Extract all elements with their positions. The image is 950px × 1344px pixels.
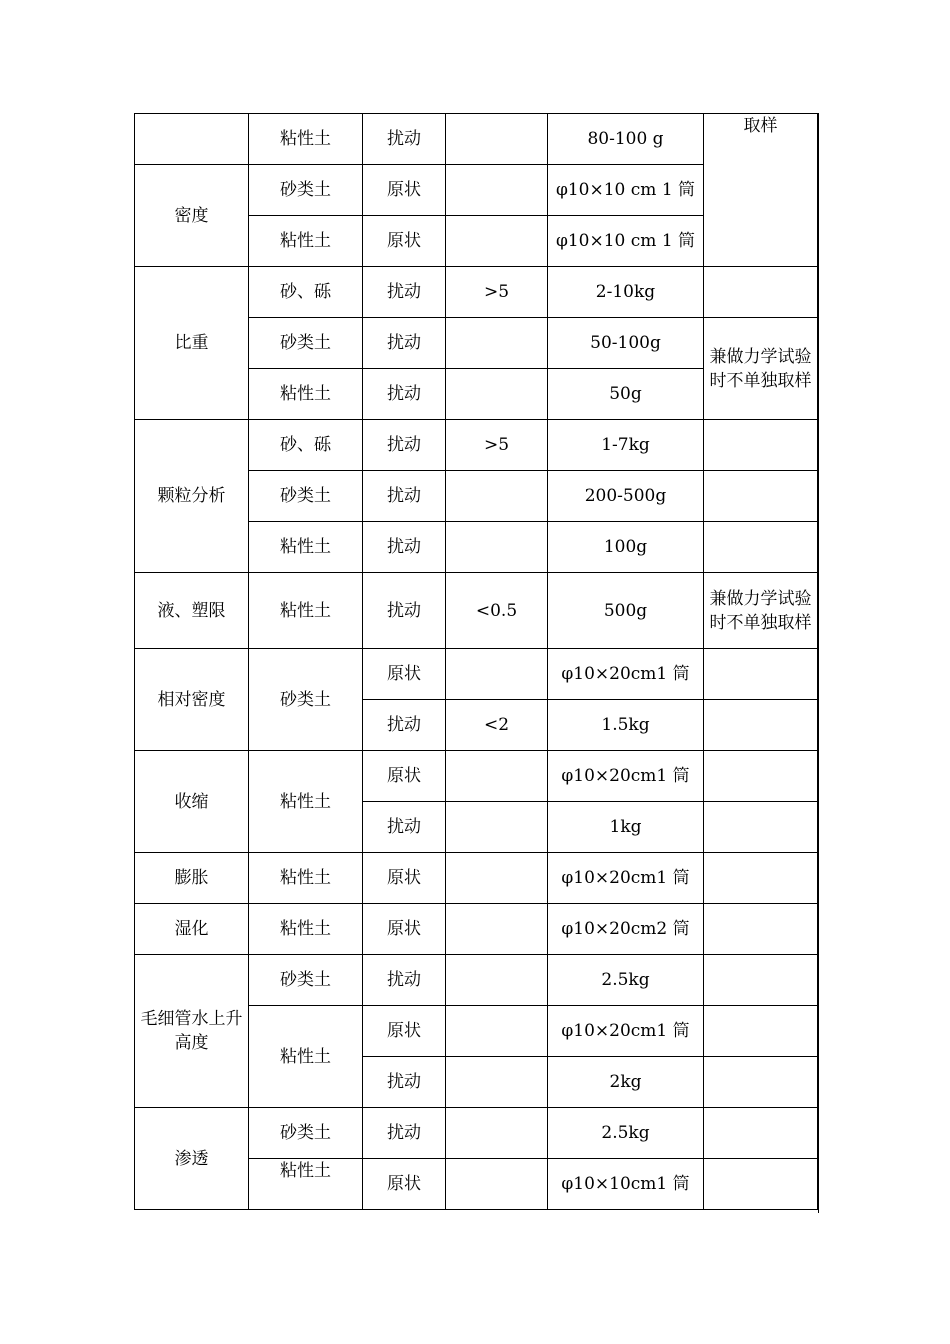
soil-cell: 粘性土 xyxy=(249,573,363,649)
size-cell xyxy=(446,751,548,802)
qty-cell: 2-10kg xyxy=(548,267,704,318)
qty-cell: 1-7kg xyxy=(548,420,704,471)
soil-cell: 砂类土 xyxy=(249,955,363,1006)
table-row xyxy=(135,420,818,471)
state-cell: 原状 xyxy=(363,165,446,216)
soil-cell: 砂类土 xyxy=(249,1108,363,1159)
note-cell xyxy=(704,522,818,573)
qty-cell: 200-500g xyxy=(548,471,704,522)
note-cell xyxy=(704,904,818,955)
state-cell: 扰动 xyxy=(363,1057,446,1108)
qty-cell: φ10×10 cm 1 筒 xyxy=(548,216,704,267)
qty-cell: 2kg xyxy=(548,1057,704,1108)
state-cell: 扰动 xyxy=(363,1108,446,1159)
test-cell xyxy=(135,114,249,165)
state-cell: 扰动 xyxy=(363,420,446,471)
note-cell xyxy=(704,1108,818,1159)
qty-cell: φ10×20cm2 筒 xyxy=(548,904,704,955)
note-cell xyxy=(704,1057,818,1108)
size-cell xyxy=(446,853,548,904)
test-cell: 颗粒分析 xyxy=(135,420,249,573)
state-cell: 扰动 xyxy=(363,267,446,318)
qty-cell: 50-100g xyxy=(548,318,704,369)
qty-cell: φ10×20cm1 筒 xyxy=(548,751,704,802)
table-row xyxy=(135,955,818,1006)
test-cell: 液、塑限 xyxy=(135,573,249,649)
size-cell xyxy=(446,471,548,522)
size-cell xyxy=(446,522,548,573)
note-cell xyxy=(704,751,818,802)
table-row xyxy=(135,904,818,955)
soil-cell: 砂类土 xyxy=(249,165,363,216)
test-cell: 毛细管水上升高度 xyxy=(135,955,249,1108)
note-cell xyxy=(704,267,818,318)
size-cell xyxy=(446,165,548,216)
size-cell xyxy=(446,1159,548,1210)
test-cell: 收缩 xyxy=(135,751,249,853)
note-cell: 取样 xyxy=(704,114,818,267)
note-cell xyxy=(704,1006,818,1057)
table-row xyxy=(135,751,818,802)
size-cell xyxy=(446,802,548,853)
soil-cell: 粘性土 xyxy=(249,853,363,904)
soil-cell: 砂、砾 xyxy=(249,420,363,471)
size-cell: >5 xyxy=(446,420,548,471)
size-cell xyxy=(446,1006,548,1057)
soil-cell: 粘性土 xyxy=(249,904,363,955)
state-cell: 原状 xyxy=(363,904,446,955)
size-cell: <2 xyxy=(446,700,548,751)
state-cell: 扰动 xyxy=(363,471,446,522)
size-cell xyxy=(446,318,548,369)
soil-cell: 粘性土 xyxy=(249,1006,363,1108)
note-cell xyxy=(704,420,818,471)
test-cell: 膨胀 xyxy=(135,853,249,904)
qty-cell: 2.5kg xyxy=(548,1108,704,1159)
state-cell: 扰动 xyxy=(363,955,446,1006)
state-cell: 扰动 xyxy=(363,318,446,369)
size-cell xyxy=(446,904,548,955)
state-cell: 原状 xyxy=(363,853,446,904)
soil-cell: 砂类土 xyxy=(249,471,363,522)
state-cell: 原状 xyxy=(363,649,446,700)
state-cell: 扰动 xyxy=(363,522,446,573)
state-cell: 原状 xyxy=(363,1006,446,1057)
table-row xyxy=(135,853,818,904)
state-cell: 扰动 xyxy=(363,114,446,165)
size-cell xyxy=(446,1108,548,1159)
soil-cell: 粘性土 xyxy=(249,114,363,165)
qty-cell: 1kg xyxy=(548,802,704,853)
soil-cell: 粘性土 xyxy=(249,751,363,853)
state-cell: 扰动 xyxy=(363,700,446,751)
qty-cell: 500g xyxy=(548,573,704,649)
qty-cell: φ10×10 cm 1 筒 xyxy=(548,165,704,216)
qty-cell: 2.5kg xyxy=(548,955,704,1006)
qty-cell: 50g xyxy=(548,369,704,420)
soil-cell: 粘性土 xyxy=(249,1159,363,1210)
test-cell: 比重 xyxy=(135,267,249,420)
note-cell xyxy=(704,955,818,1006)
note-cell xyxy=(704,471,818,522)
size-cell xyxy=(446,114,548,165)
table-row xyxy=(135,1108,818,1159)
size-cell: >5 xyxy=(446,267,548,318)
state-cell: 扰动 xyxy=(363,573,446,649)
note-cell: 兼做力学试验时不单独取样 xyxy=(704,318,818,420)
table-row xyxy=(135,573,818,649)
note-cell xyxy=(704,1159,818,1210)
qty-cell: φ10×10cm1 筒 xyxy=(548,1159,704,1210)
size-cell xyxy=(446,955,548,1006)
soil-cell: 砂类土 xyxy=(249,318,363,369)
test-cell: 湿化 xyxy=(135,904,249,955)
size-cell xyxy=(446,649,548,700)
soil-cell: 粘性土 xyxy=(249,369,363,420)
size-cell xyxy=(446,216,548,267)
qty-cell: 1.5kg xyxy=(548,700,704,751)
note-cell xyxy=(704,649,818,700)
table-row xyxy=(135,267,818,318)
note-cell xyxy=(704,700,818,751)
size-cell: <0.5 xyxy=(446,573,548,649)
table-row xyxy=(135,649,818,700)
table-right-rule xyxy=(818,113,819,1213)
qty-cell: 100g xyxy=(548,522,704,573)
note-cell xyxy=(704,853,818,904)
qty-cell: φ10×20cm1 筒 xyxy=(548,1006,704,1057)
test-cell: 密度 xyxy=(135,165,249,267)
soil-cell: 砂、砾 xyxy=(249,267,363,318)
qty-cell: φ10×20cm1 筒 xyxy=(548,853,704,904)
soil-cell: 粘性土 xyxy=(249,216,363,267)
soil-cell: 砂类土 xyxy=(249,649,363,751)
sampling-table xyxy=(134,113,818,1210)
test-cell: 渗透 xyxy=(135,1108,249,1210)
size-cell xyxy=(446,1057,548,1108)
qty-cell: φ10×20cm1 筒 xyxy=(548,649,704,700)
state-cell: 扰动 xyxy=(363,802,446,853)
note-cell: 兼做力学试验时不单独取样 xyxy=(704,573,818,649)
note-cell xyxy=(704,802,818,853)
state-cell: 扰动 xyxy=(363,369,446,420)
state-cell: 原状 xyxy=(363,1159,446,1210)
state-cell: 原状 xyxy=(363,751,446,802)
table-row xyxy=(135,114,818,165)
test-cell: 相对密度 xyxy=(135,649,249,751)
qty-cell: 80-100 g xyxy=(548,114,704,165)
soil-cell: 粘性土 xyxy=(249,522,363,573)
state-cell: 原状 xyxy=(363,216,446,267)
size-cell xyxy=(446,369,548,420)
